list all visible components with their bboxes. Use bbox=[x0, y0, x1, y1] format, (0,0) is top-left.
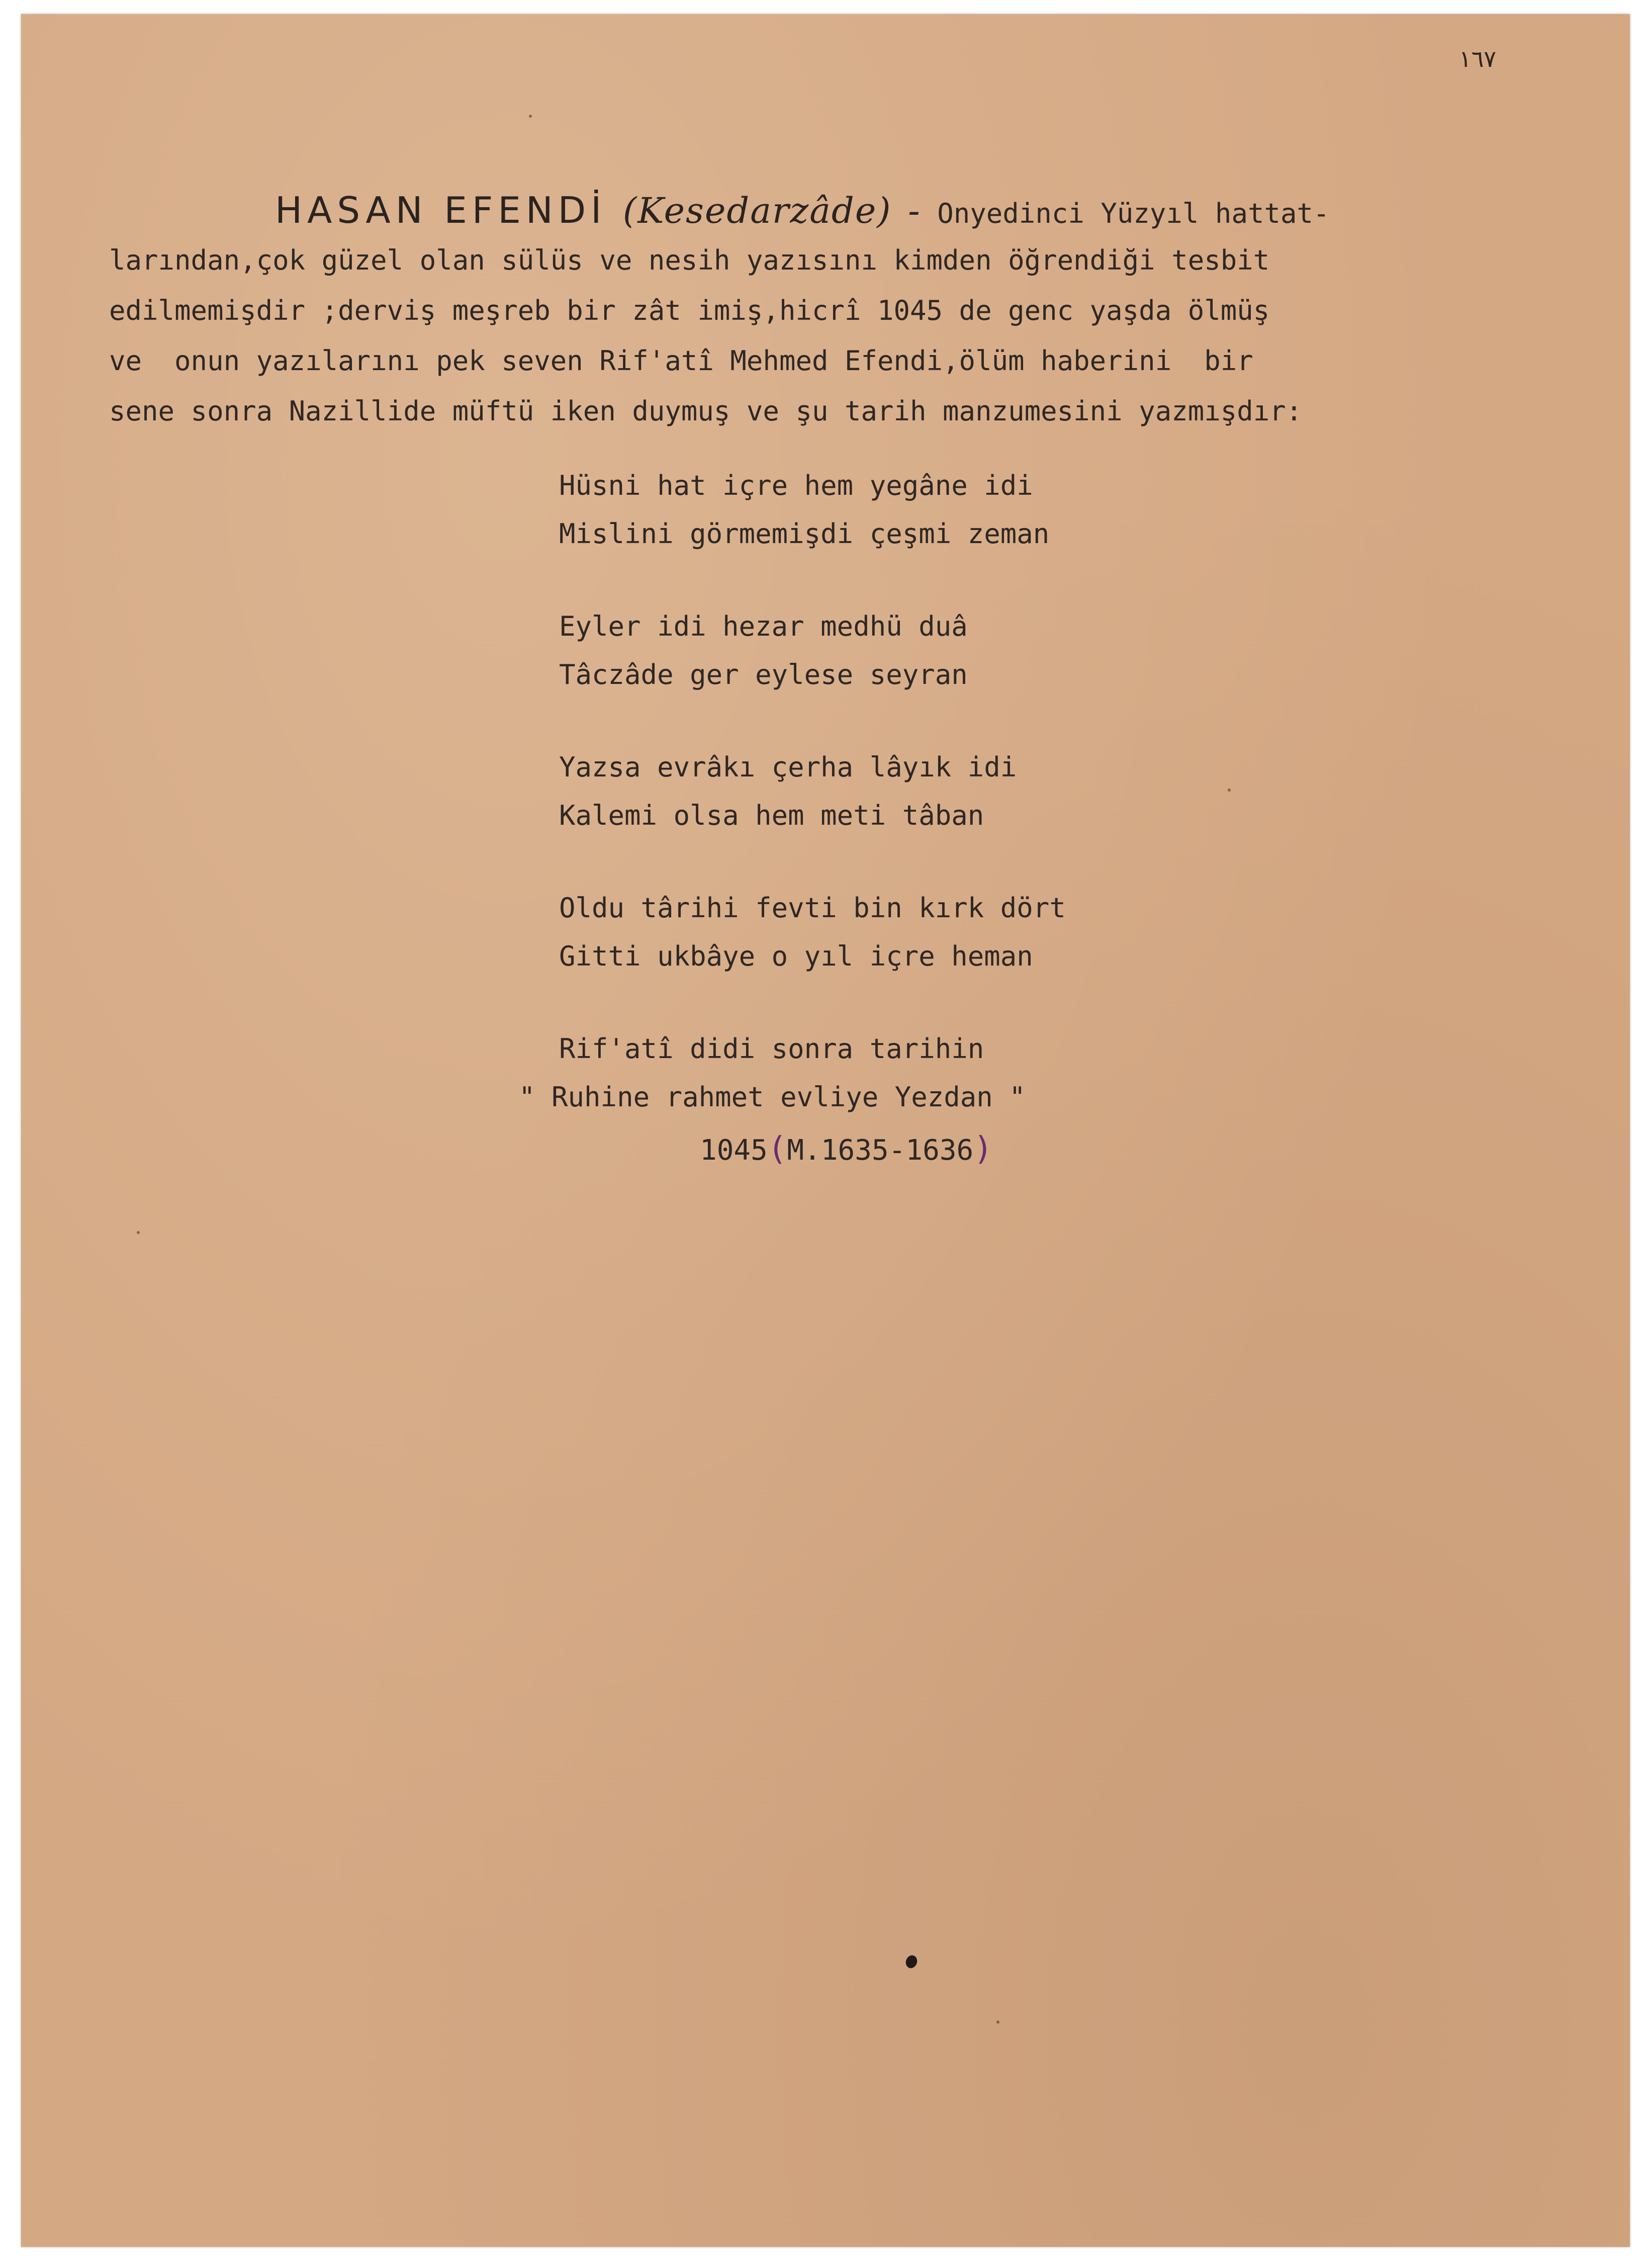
body-line-1: Onyedinci Yüzyıl hattat- bbox=[937, 198, 1330, 229]
heading-line bbox=[109, 185, 1612, 235]
body-line-4: ve onun yazılarını pek seven Rif'atî Mehmed Efendi,ölüm haberini bir bbox=[109, 345, 1253, 377]
paper-speck bbox=[137, 1231, 140, 1234]
handwritten-name: HASAN EFENDİ bbox=[275, 189, 607, 231]
poem-line: Oldu târihi fevti bin kırk dört bbox=[559, 892, 1066, 924]
annotation-close-paren: ) bbox=[973, 1130, 993, 1168]
poem-line: Hüsni hat içre hem yegâne idi bbox=[559, 470, 1033, 501]
poem-stanza-1 bbox=[559, 462, 1066, 558]
poem bbox=[519, 462, 1066, 1166]
heading-dash: - bbox=[908, 190, 921, 231]
paper-speck bbox=[996, 2021, 999, 2024]
poem-line: Tâczâde ger eylese seyran bbox=[559, 659, 968, 690]
gregorian-years: M.1635-1636 bbox=[787, 1134, 974, 1167]
body-line-2: larından,çok güzel olan sülüs ve nesih yazısını kimden öğrendiği tesbit bbox=[109, 244, 1270, 276]
poem-stanza-3 bbox=[559, 743, 1066, 840]
poem-line: Gitti ukbâye o yıl içre heman bbox=[559, 940, 1033, 972]
poem-quoted-line: " Ruhine rahmet evliye Yezdan " bbox=[519, 1081, 1026, 1113]
poem-line: Rif'atî didi sonra tarihin bbox=[559, 1033, 984, 1065]
document-page bbox=[21, 14, 1630, 2247]
poem-line: Yazsa evrâkı çerha lâyık idi bbox=[559, 751, 1017, 783]
body-line-3: edilmemişdir ;derviş meşreb bir zât imiş,hicrî 1045 de genc yaşda ölmüş bbox=[109, 295, 1270, 326]
annotation-open-paren: ( bbox=[767, 1130, 787, 1168]
date-line bbox=[700, 1130, 993, 1168]
poem-line: Mislini görmemişdi çeşmi zeman bbox=[559, 518, 1050, 550]
paper-speck bbox=[1228, 789, 1231, 792]
page-number: ١٦٧ bbox=[1459, 45, 1497, 72]
poem-stanza-4 bbox=[559, 884, 1066, 981]
ink-spot bbox=[904, 1954, 919, 1970]
body-line-5: sene sonra Nazillide müftü iken duymuş ve şu tarih manzumesini yazmışdır: bbox=[109, 395, 1303, 427]
poem-line: Kalemi olsa hem meti tâban bbox=[559, 800, 984, 831]
poem-stanza-2 bbox=[559, 602, 1066, 699]
hijri-year: 1045 bbox=[700, 1134, 768, 1167]
poem-stanza-final bbox=[519, 1025, 1066, 1121]
handwritten-alias: (Kesedarzâde) bbox=[622, 190, 892, 231]
paper-speck bbox=[529, 115, 532, 118]
poem-line: Eyler idi hezar medhü duâ bbox=[559, 610, 968, 642]
intro-paragraph bbox=[109, 185, 1612, 437]
